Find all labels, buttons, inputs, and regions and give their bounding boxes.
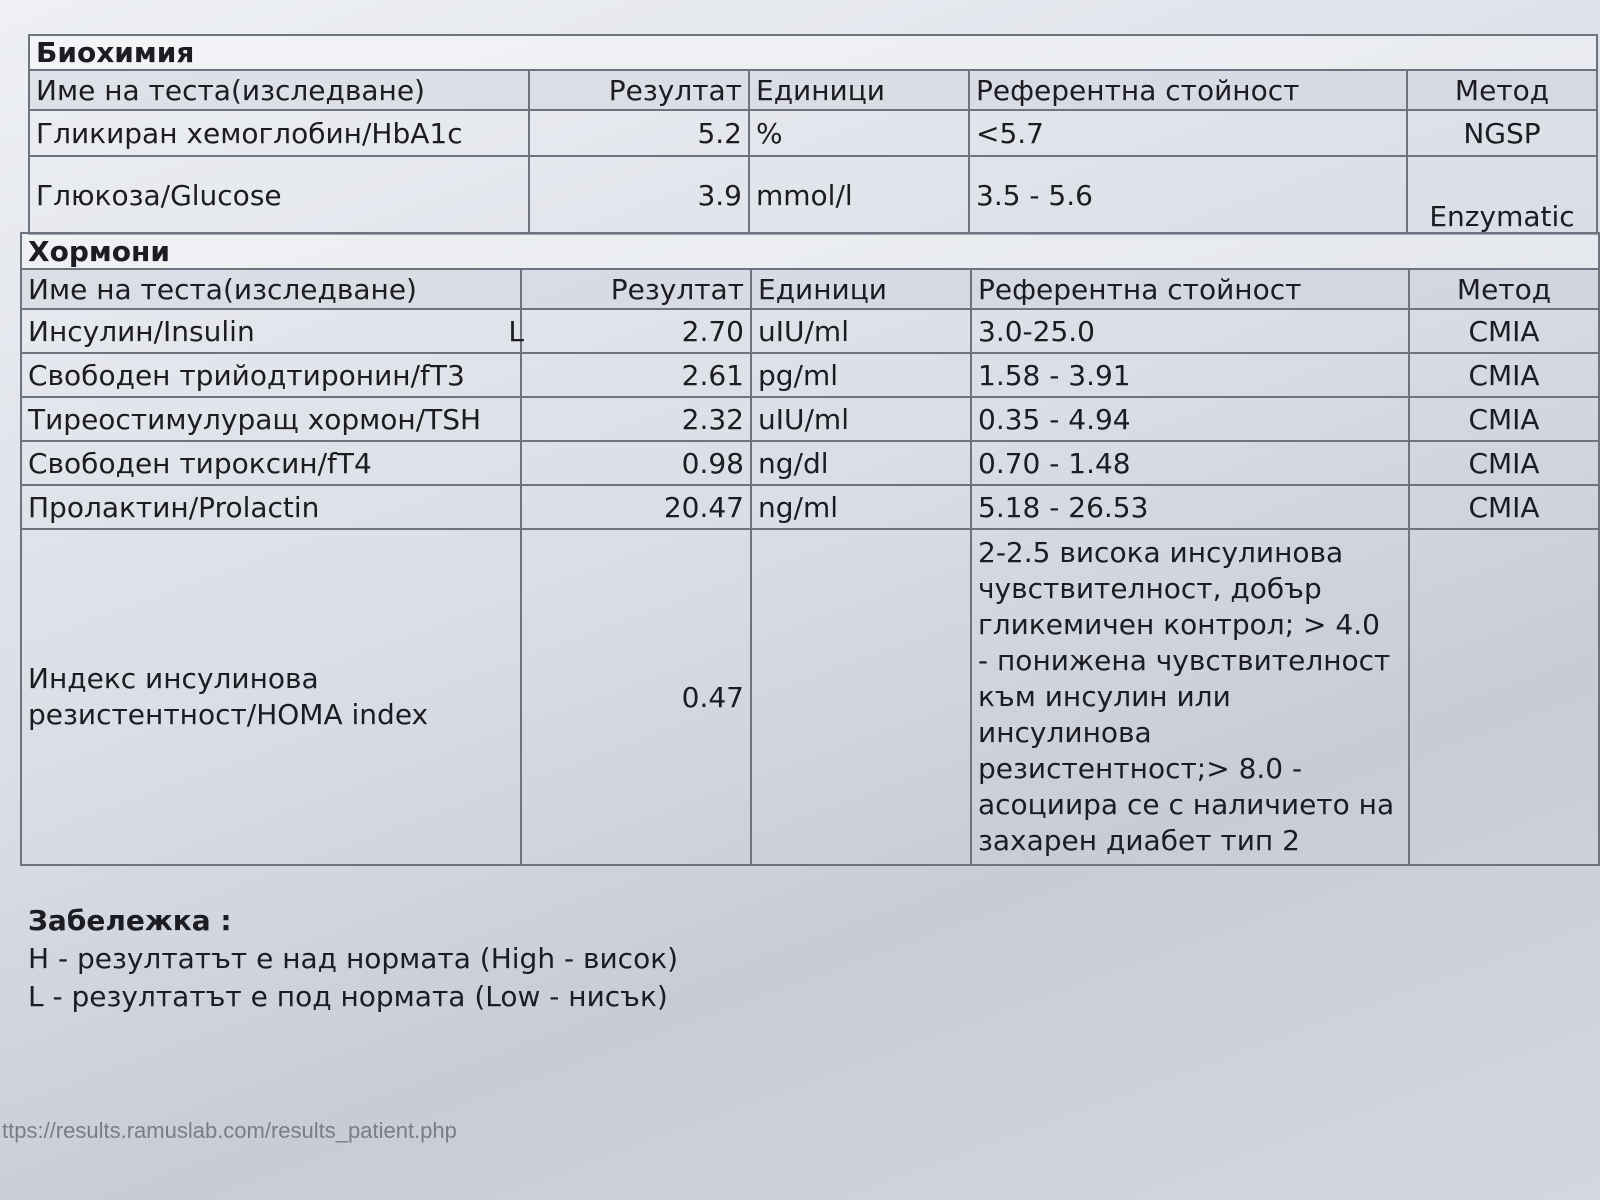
homa-reference-line: чувствителност, добър	[978, 572, 1322, 605]
homa-reference-line: инсулинова	[978, 716, 1152, 749]
units-value: mmol/l	[749, 156, 969, 234]
result-value: 0.47	[521, 529, 751, 865]
homa-reference-line: - понижена чувствителност	[978, 644, 1391, 677]
table-row	[21, 441, 1599, 485]
column-header-method: Метод	[1407, 70, 1597, 110]
units-value: ng/ml	[751, 485, 971, 529]
homa-reference-line: гликемичен контрол; > 4.0	[978, 608, 1380, 641]
homa-name-line: Индекс инсулинова	[28, 662, 319, 695]
method-value: NGSP	[1407, 110, 1597, 156]
column-header-result: Резултат	[521, 269, 751, 309]
result-value: 2.61	[521, 353, 751, 397]
result-value: 20.47	[521, 485, 751, 529]
test-name: Свободен тироксин/fT4	[21, 441, 521, 485]
biochemistry-table	[28, 34, 1598, 235]
hormones-table	[20, 232, 1600, 866]
test-name: Гликиран хемоглобин/HbA1c	[29, 110, 529, 156]
method-value	[1409, 529, 1599, 865]
units-value: %	[749, 110, 969, 156]
test-name: Глюкоза/Glucose	[29, 156, 529, 234]
result-value: 3.9	[529, 156, 749, 234]
table-row	[29, 110, 1597, 156]
test-name	[21, 529, 521, 865]
units-value: ng/dl	[751, 441, 971, 485]
reference-value: 5.18 - 26.53	[971, 485, 1409, 529]
units-value: uIU/ml	[751, 309, 971, 353]
method-value: CMIA	[1409, 441, 1599, 485]
reference-value: 0.35 - 4.94	[971, 397, 1409, 441]
reference-value: 0.70 - 1.48	[971, 441, 1409, 485]
units-value	[751, 529, 971, 865]
column-header-result: Резултат	[529, 70, 749, 110]
result-value: 2.70	[521, 309, 751, 353]
homa-reference-line: резистентност;> 8.0 -	[978, 752, 1303, 785]
column-header-method: Метод	[1409, 269, 1599, 309]
table-row-homa	[21, 529, 1599, 865]
method-value: CMIA	[1409, 485, 1599, 529]
reference-value: 3.5 - 5.6	[969, 156, 1407, 234]
method-value: Enzymatic	[1407, 156, 1597, 234]
section-title-hormones: Хормони	[21, 233, 1599, 269]
flag-low: L	[508, 314, 524, 348]
legend-note	[28, 902, 678, 1016]
note-line-high: H - резултатът е над нормата (High - висок)	[28, 942, 679, 975]
note-title: Забележка :	[28, 904, 232, 937]
column-header-units: Единици	[749, 70, 969, 110]
test-name	[21, 309, 524, 353]
reference-value	[971, 529, 1409, 865]
column-header-units: Единици	[751, 269, 971, 309]
homa-reference-line: захарен диабет тип 2	[978, 824, 1300, 857]
result-value: 2.32	[521, 397, 751, 441]
section-title-biochemistry: Биохимия	[29, 35, 1597, 70]
method-value: CMIA	[1409, 353, 1599, 397]
homa-reference-line: към инсулин или	[978, 680, 1231, 713]
reference-value: <5.7	[969, 110, 1407, 156]
column-header-test: Име на теста(изследване)	[21, 269, 521, 309]
note-line-low: L - резултатът е под нормата (Low - нисък)	[28, 980, 668, 1013]
method-value: CMIA	[1409, 309, 1599, 353]
homa-name-line: резистентност/HOMA index	[28, 698, 429, 731]
table-row	[21, 485, 1599, 529]
test-name: Тиреостимулуращ хормон/TSH	[21, 397, 521, 441]
table-row	[21, 309, 1599, 353]
result-value: 5.2	[529, 110, 749, 156]
footer-url: ttps://results.ramuslab.com/results_patient.php	[2, 1118, 457, 1143]
result-value: 0.98	[521, 441, 751, 485]
table-row	[29, 156, 1597, 234]
column-header-reference: Референтна стойност	[971, 269, 1409, 309]
table-row	[21, 353, 1599, 397]
test-name-text: Инсулин/Insulin	[28, 314, 255, 348]
reference-value: 3.0-25.0	[971, 309, 1409, 353]
homa-reference-line: 2-2.5 висока инсулинова	[978, 536, 1344, 569]
column-header-reference: Референтна стойност	[969, 70, 1407, 110]
test-name: Свободен трийодтиронин/fT3	[21, 353, 521, 397]
homa-reference-line: асоциира се с наличието на	[978, 788, 1395, 821]
test-name: Пролактин/Prolactin	[21, 485, 521, 529]
method-value: CMIA	[1409, 397, 1599, 441]
column-header-test: Име на теста(изследване)	[29, 70, 529, 110]
units-value: pg/ml	[751, 353, 971, 397]
units-value: uIU/ml	[751, 397, 971, 441]
reference-value: 1.58 - 3.91	[971, 353, 1409, 397]
table-row	[21, 397, 1599, 441]
